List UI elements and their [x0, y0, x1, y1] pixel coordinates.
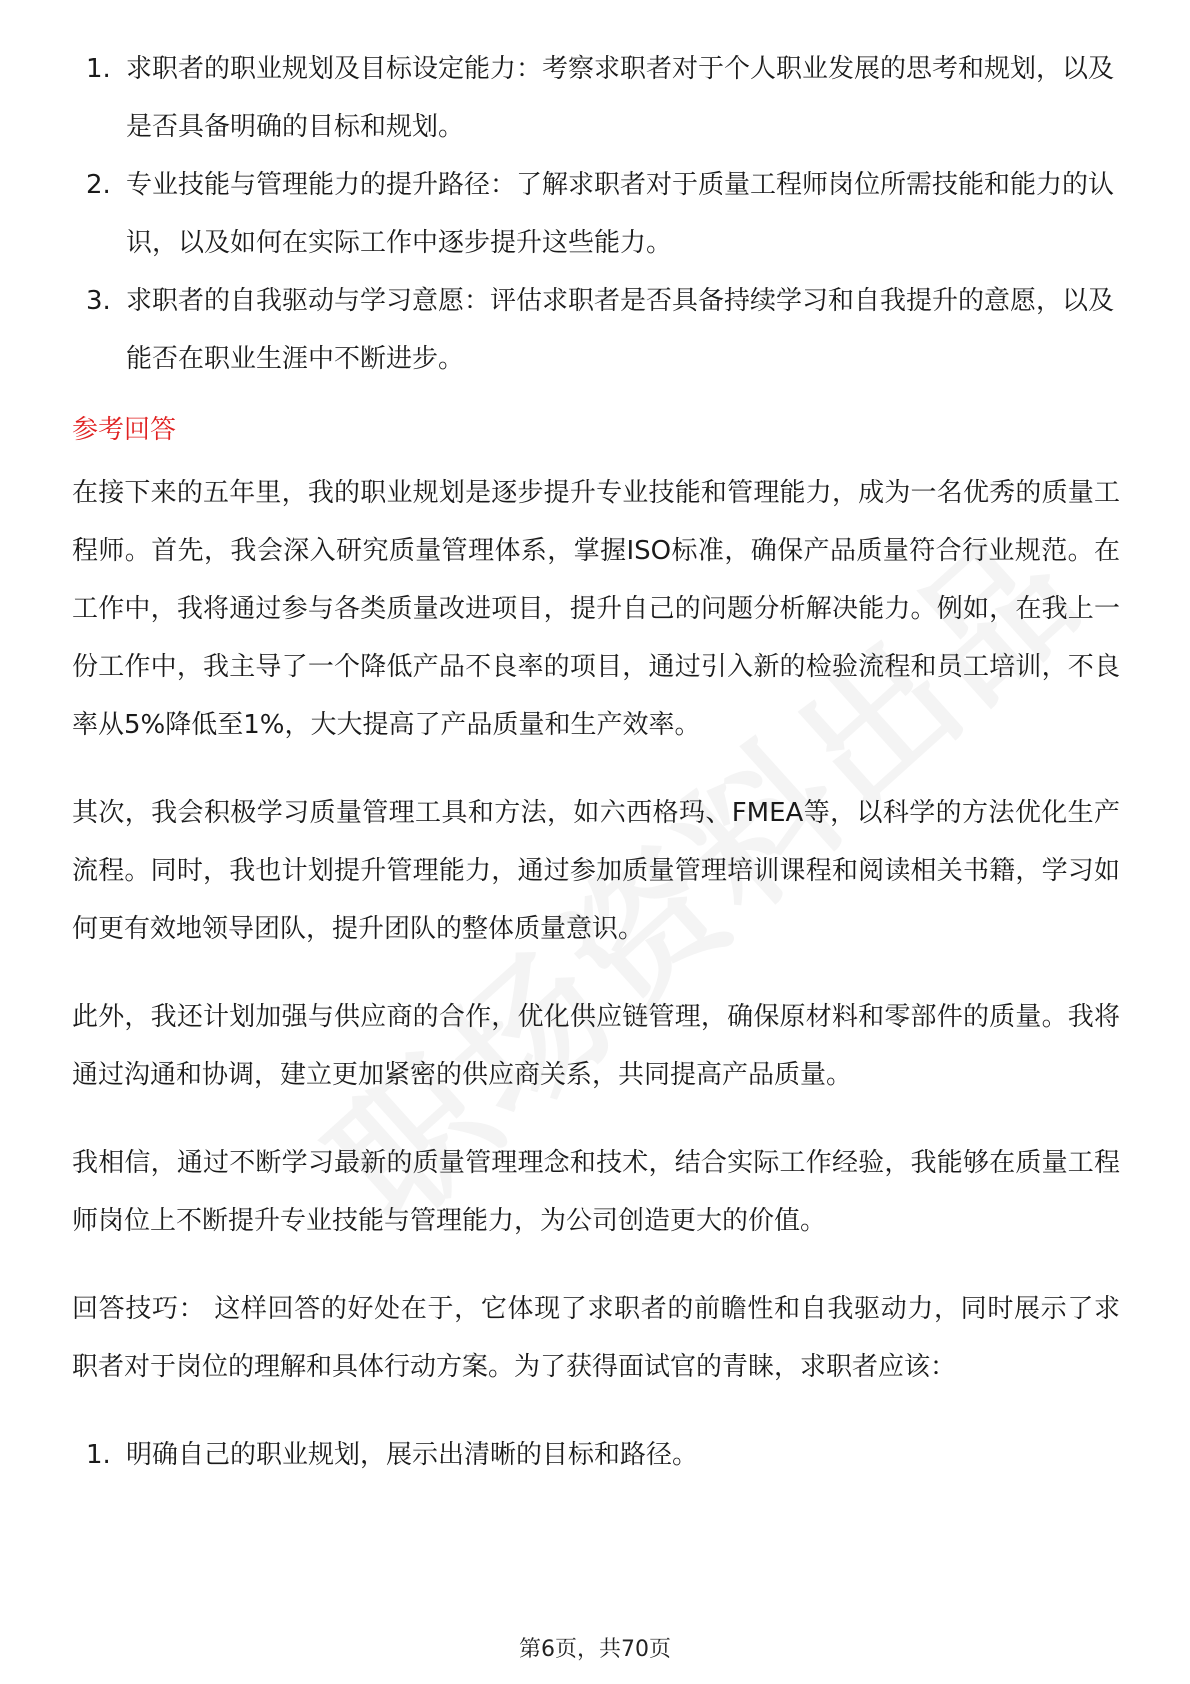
list-item-number: 2.: [86, 170, 111, 200]
list-item: [72, 156, 1120, 272]
list-item-number: 3.: [86, 286, 111, 316]
answer-tips-paragraph: 回答技巧： 这样回答的好处在于，它体现了求职者的前瞻性和自我驱动力，同时展示了求职者对于岗位的理解和具体行动方案。为了获得面试官的青睐，求职者应该：: [72, 1294, 1120, 1382]
paragraph: 在接下来的五年里，我的职业规划是逐步提升专业技能和管理能力，成为一名优秀的质量工程师。首先，我会深入研究质量管理体系，掌握ISO标准，确保产品质量符合行业规范。在工作中，我将通过参与各类质量改进项目，提升自己的问题分析解决能力。例如，在我上一份工作中，我主导了一个降低产品不良率的项目，通过引入新的检验流程和员工培训，不良率从5%降低至1%，大大提高了产品质量和生产效率。: [72, 478, 1120, 740]
intro-list: [72, 40, 1120, 388]
tips-list: [72, 1426, 1120, 1484]
list-item-text: 明确自己的职业规划，展示出清晰的目标和路径。: [126, 1440, 699, 1470]
list-item-text: 专业技能与管理能力的提升路径：了解求职者对于质量工程师岗位所需技能和能力的认识，以及如何在实际工作中逐步提升这些能力。: [126, 170, 1115, 258]
list-item-number: 1.: [86, 1440, 111, 1470]
list-item: [72, 40, 1120, 156]
paragraph: 此外，我还计划加强与供应商的合作，优化供应链管理，确保原材料和零部件的质量。我将通过沟通和协调，建立更加紧密的供应商关系，共同提高产品质量。: [72, 1002, 1120, 1090]
list-item-number: 1.: [86, 54, 111, 84]
page-content: [72, 40, 1120, 1484]
list-item-text: 求职者的自我驱动与学习意愿：评估求职者是否具备持续学习和自我提升的意愿，以及能否在职业生涯中不断进步。: [126, 286, 1115, 374]
page-number: 第6页，共70页: [519, 1637, 671, 1662]
list-item-text: 求职者的职业规划及目标设定能力：考察求职者对于个人职业发展的思考和规划，以及是否具备明确的目标和规划。: [126, 54, 1115, 142]
list-item: [72, 272, 1120, 388]
section-title: 参考回答: [72, 415, 177, 445]
paragraph: 我相信，通过不断学习最新的质量管理理念和技术，结合实际工作经验，我能够在质量工程师岗位上不断提升专业技能与管理能力，为公司创造更大的价值。: [72, 1148, 1120, 1236]
paragraph: 其次，我会积极学习质量管理工具和方法，如六西格玛、FMEA等，以科学的方法优化生产流程。同时，我也计划提升管理能力，通过参加质量管理培训课程和阅读相关书籍，学习如何更有效地领导团队，提升团队的整体质量意识。: [72, 798, 1120, 944]
list-item: [72, 1426, 1120, 1484]
